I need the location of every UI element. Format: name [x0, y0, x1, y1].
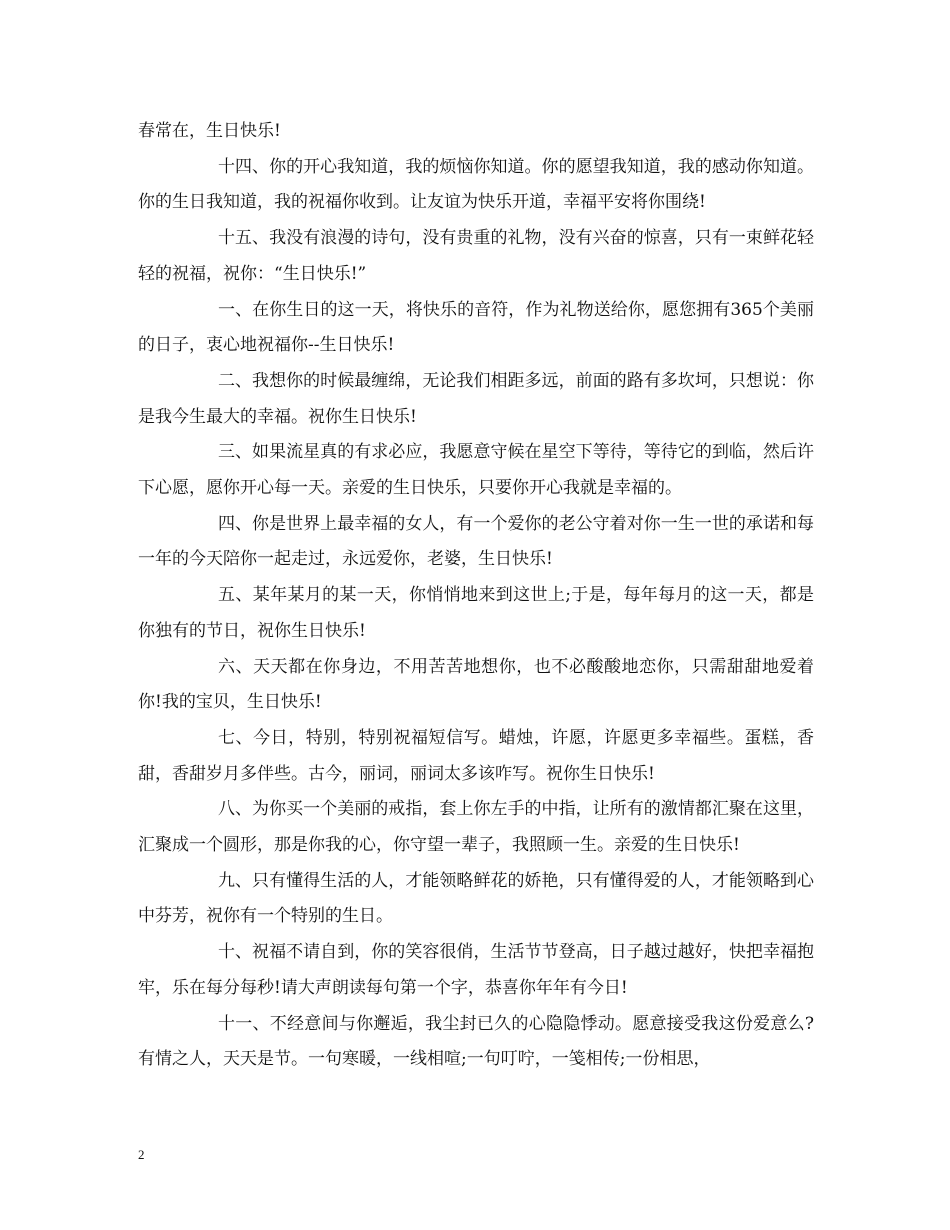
paragraph: 八、为你买一个美丽的戒指，套上你左手的中指，让所有的激情都汇聚在这里，汇聚成一个圆形，那是你我的心，你守望一辈子，我照顾一生。亲爱的生日快乐! — [138, 799, 814, 856]
paragraph: 十五、我没有浪漫的诗句，没有贵重的礼物，没有兴奋的惊喜，只有一束鲜花轻轻的祝福，祝你：“生日快乐!” — [138, 228, 814, 284]
paragraph: 十、祝福不请自到，你的笑容很俏，生活节节登高，日子越过越好，快把幸福抱牢，乐在每分每秒!请大声朗读每句第一个字，恭喜你年年有今日! — [138, 942, 814, 998]
paragraph: 四、你是世界上最幸福的女人，有一个爱你的老公守着对你一生一世的承诺和每一年的今天陪你一起走过，永远爱你，老婆，生日快乐! — [138, 513, 814, 570]
paragraph: 十一、不经意间与你邂逅，我尘封已久的心隐隐悸动。愿意接受我这份爱意么?有情之人，天天是节。一句寒暖，一线相喧;一句叮咛，一笺相传;一份相思， — [138, 1013, 814, 1070]
paragraph: 九、只有懂得生活的人，才能领略鲜花的娇艳，只有懂得爱的人，才能领略到心中芬芳，祝你有一个特别的生日。 — [138, 870, 814, 927]
paragraph: 五、某年某月的某一天，你悄悄地来到这世上;于是，每年每月的这一天，都是你独有的节日，祝你生日快乐! — [138, 585, 814, 641]
paragraph: 二、我想你的时候最缠绵，无论我们相距多远，前面的路有多坎坷，只想说：你是我今生最大的幸福。祝你生日快乐! — [138, 370, 814, 427]
paragraph: 十四、你的开心我知道，我的烦恼你知道。你的愿望我知道，我的感动你知道。你的生日我知道，我的祝福你收到。让友谊为快乐开道，幸福平安将你围绕! — [138, 156, 814, 213]
paragraph: 七、今日，特别，特别祝福短信写。蜡烛，许愿，许愿更多幸福些。蛋糕，香甜，香甜岁月多伴些。古今，丽词，丽词太多该咋写。祝你生日快乐! — [138, 727, 814, 784]
paragraph: 六、天天都在你身边，不用苦苦地想你，也不必酸酸地恋你，只需甜甜地爱着你!我的宝贝，生日快乐! — [138, 656, 814, 713]
paragraph: 一、在你生日的这一天，将快乐的音符，作为礼物送给你，愿您拥有365个美丽的日子，衷心地祝福你--生日快乐! — [138, 299, 814, 356]
page-number: 2 — [138, 1147, 145, 1162]
document-body — [138, 114, 814, 1078]
paragraph: 三、如果流星真的有求必应，我愿意守候在星空下等待，等待它的到临，然后许下心愿，愿你开心每一天。亲爱的生日快乐，只要你开心我就是幸福的。 — [138, 442, 814, 499]
paragraph: 春常在，生日快乐! — [138, 121, 281, 141]
